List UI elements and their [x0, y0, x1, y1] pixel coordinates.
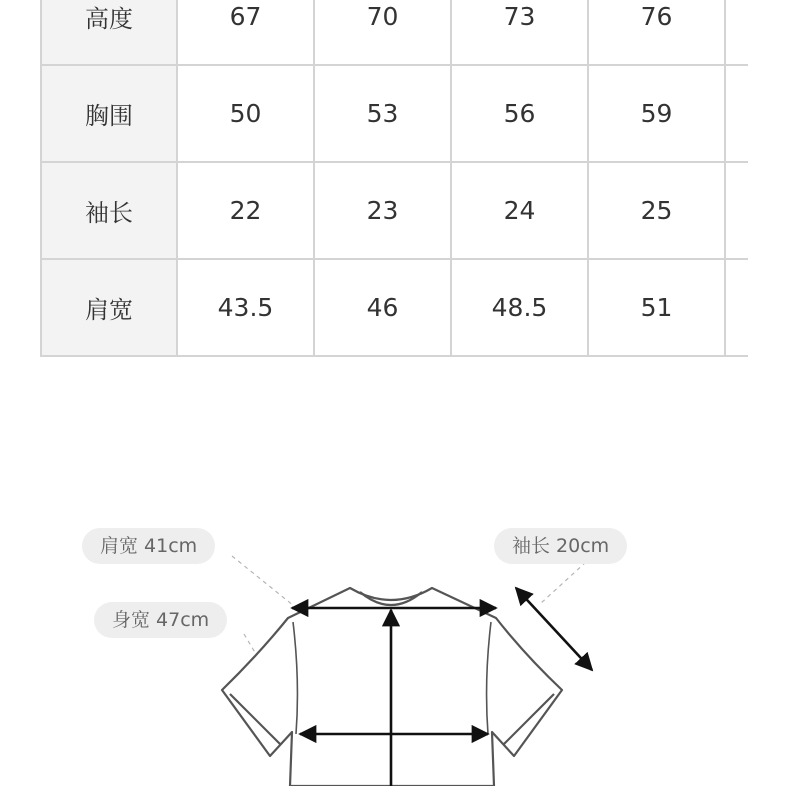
table-cell: 67 — [177, 0, 314, 65]
row-label: 袖长 — [41, 162, 177, 259]
table-cell: 50 — [177, 65, 314, 162]
sleeve-length-callout: 袖长 20cm — [494, 528, 627, 564]
table-cell: 73 — [451, 0, 588, 65]
table-cell: 25 — [588, 162, 725, 259]
table-cell: 56 — [451, 65, 588, 162]
shoulder-width-callout: 肩宽 41cm — [82, 528, 215, 564]
sleeve-leader-line — [540, 562, 586, 604]
row-label: 肩宽 — [41, 259, 177, 356]
table-cell: 43.5 — [177, 259, 314, 356]
row-label: 胸围 — [41, 65, 177, 162]
table-cell: 23 — [314, 162, 451, 259]
row-label: 高度 — [41, 0, 177, 65]
table-cell: 70 — [314, 0, 451, 65]
table-cell: 53 — [314, 65, 451, 162]
table-cell: 48.5 — [451, 259, 588, 356]
table-cell: 51 — [588, 259, 725, 356]
body-width-callout: 身宽 47cm — [94, 602, 227, 638]
shoulder-leader-line — [232, 556, 294, 606]
table-cell: 76 — [588, 0, 725, 65]
table-cell: 24 — [451, 162, 588, 259]
table-cell: 46 — [314, 259, 451, 356]
table-cell: 22 — [177, 162, 314, 259]
table-cell: 59 — [588, 65, 725, 162]
